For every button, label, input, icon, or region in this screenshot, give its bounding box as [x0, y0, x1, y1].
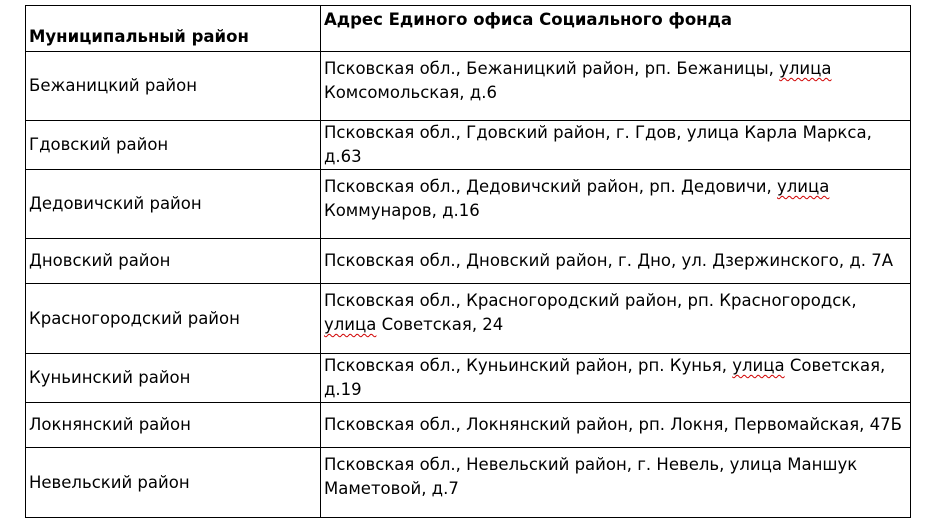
- spellcheck-flagged-word: улица: [777, 177, 830, 196]
- district-cell: Локнянский район: [26, 403, 321, 448]
- district-cell: Бежаницкий район: [26, 52, 321, 121]
- address-cell: [321, 121, 911, 170]
- district-cell: Куньинский район: [26, 354, 321, 403]
- address-text-continued: Советская, д.19: [324, 356, 886, 399]
- address-cell: [321, 239, 911, 284]
- table-header-row: [26, 6, 911, 52]
- district-cell: Гдовский район: [26, 121, 321, 170]
- address-cell: [321, 403, 911, 448]
- address-cell: [321, 284, 911, 354]
- district-cell: Дновский район: [26, 239, 321, 284]
- address-cell: [321, 354, 911, 403]
- table-row: [26, 448, 911, 518]
- address-text-continued: Комсомольская, д.6: [324, 83, 497, 102]
- table-row: [26, 170, 911, 239]
- column-header-district: Муниципальный район: [26, 6, 321, 52]
- address-text: Псковская обл., Дновский район, г. Дно, ул. Дзержинского, д. 7А: [324, 251, 894, 270]
- address-text: Псковская обл., Бежаницкий район, рп. Бежаницы,: [324, 59, 780, 78]
- table-row: [26, 52, 911, 121]
- address-text: Псковская обл., Невельский район, г. Невель, улица Маншук Маметовой, д.7: [324, 455, 858, 498]
- spellcheck-flagged-word: улица: [324, 315, 377, 334]
- address-text: Псковская обл., Локнянский район, рп. Локня, Первомайская, 47Б: [324, 415, 902, 434]
- address-text: Псковская обл., Красногородский район, рп. Красногородск,: [324, 291, 857, 310]
- address-text: Псковская обл., Гдовский район, г. Гдов, улица Карла Маркса, д.63: [324, 123, 872, 166]
- district-cell: Невельский район: [26, 448, 321, 518]
- district-cell: Дедовичский район: [26, 170, 321, 239]
- district-offices-table: [25, 5, 911, 518]
- address-cell: [321, 170, 911, 239]
- table-row: [26, 403, 911, 448]
- spellcheck-flagged-word: улица: [779, 59, 832, 78]
- address-text: Псковская обл., Дедовичский район, рп. Дедовичи,: [324, 177, 777, 196]
- address-text-continued: Советская, 24: [376, 315, 504, 334]
- address-text: Псковская обл., Куньинский район, рп. Кунья,: [324, 356, 733, 375]
- table-row: [26, 239, 911, 284]
- column-header-address: Адрес Единого офиса Социального фонда: [321, 6, 911, 52]
- table-row: [26, 121, 911, 170]
- table-row: [26, 284, 911, 354]
- table-row: [26, 354, 911, 403]
- district-cell: Красногородский район: [26, 284, 321, 354]
- address-cell: [321, 448, 911, 518]
- spellcheck-flagged-word: улица: [732, 356, 785, 375]
- cropped-text-line: [60, 0, 820, 3]
- address-text-continued: Коммунаров, д.16: [324, 201, 480, 220]
- address-cell: [321, 52, 911, 121]
